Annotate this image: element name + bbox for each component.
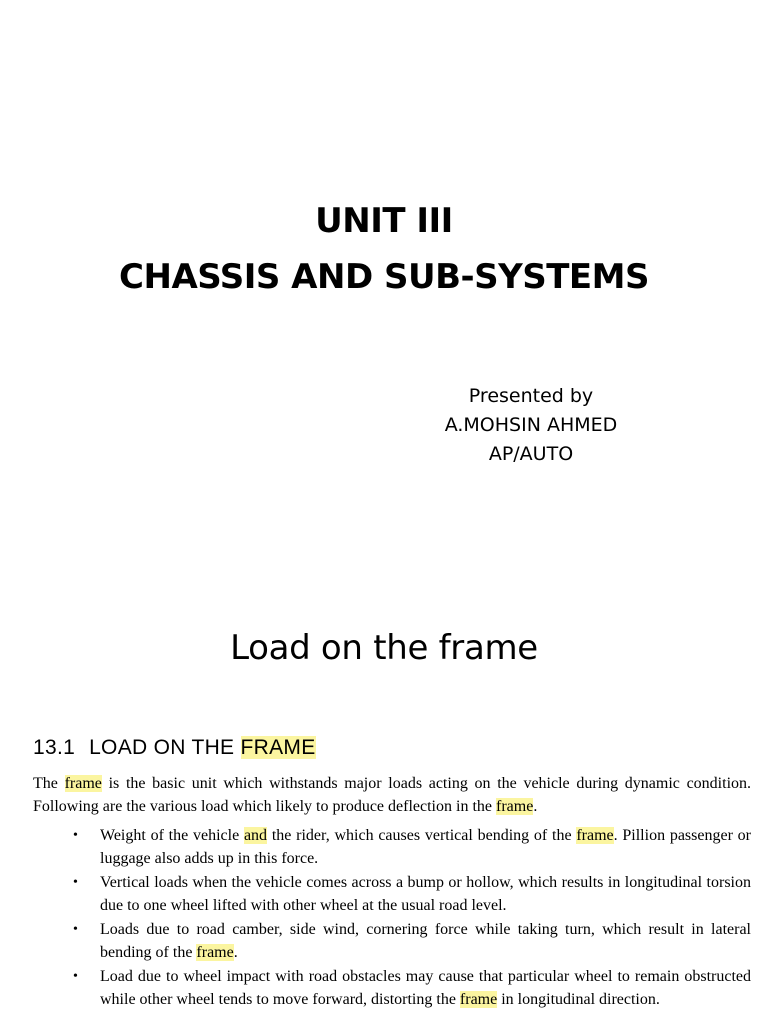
highlighted-word: frame <box>196 944 234 961</box>
presenter-label: Presented by <box>468 385 594 407</box>
bullet-text: . <box>233 944 238 961</box>
presenter-role: AP/AUTO <box>488 443 574 465</box>
section-heading-highlight: FRAME <box>240 736 316 759</box>
list-item <box>33 965 751 1011</box>
bullet-text: . Pillion passenger or luggage also adds up in this force. <box>100 827 752 867</box>
highlighted-word: frame <box>64 775 102 792</box>
bullet-icon: • <box>73 828 78 843</box>
textbook-excerpt <box>33 730 751 1012</box>
bullet-text: in longitudinal direction. <box>497 991 660 1008</box>
bullet-icon: • <box>73 922 78 937</box>
presenter-info <box>420 382 642 469</box>
intro-text: . <box>533 798 538 815</box>
section-number: 13.1 <box>33 736 76 759</box>
section-heading-text: LOAD ON THE <box>89 736 241 759</box>
load-list <box>33 824 751 1011</box>
bullet-text: Load due to wheel impact with road obstacles may cause that particular wheel to remain obstructed while other wheel tends to move forward, distorting the <box>100 968 751 1008</box>
subject-title: CHASSIS AND SUB-SYSTEMS <box>119 257 649 297</box>
bullet-text: Weight of the vehicle <box>100 827 244 844</box>
section-heading <box>33 730 751 766</box>
highlighted-word: frame <box>576 827 614 844</box>
bullet-icon: • <box>73 875 78 890</box>
bullet-icon: • <box>73 969 78 984</box>
bullet-text: the rider, which causes vertical bending of the <box>267 827 577 844</box>
intro-text: The <box>33 775 65 792</box>
bullet-text: Vertical loads when the vehicle comes across a bump or hollow, which results in longitudinal torsion due to one wheel lifted with other wheel at the usual road level. <box>100 874 751 914</box>
list-item <box>33 824 751 870</box>
unit-title: UNIT III <box>315 201 453 241</box>
highlighted-word: frame <box>459 991 498 1008</box>
intro-paragraph <box>33 772 751 818</box>
highlighted-word: and <box>243 827 268 844</box>
list-item <box>33 871 751 917</box>
slide-title <box>0 193 768 305</box>
highlighted-word: frame <box>496 798 534 815</box>
slide2-title: Load on the frame <box>230 628 538 668</box>
list-item <box>33 918 751 964</box>
intro-text: is the basic unit which withstands major loads acting on the vehicle during dynamic condition. Following are the various load which likely to produce deflection in the <box>33 775 752 815</box>
bullet-text: Loads due to road camber, side wind, cornering force while taking turn, which result in lateral bending of the <box>100 921 751 961</box>
presenter-name: A.MOHSIN AHMED <box>444 414 618 436</box>
